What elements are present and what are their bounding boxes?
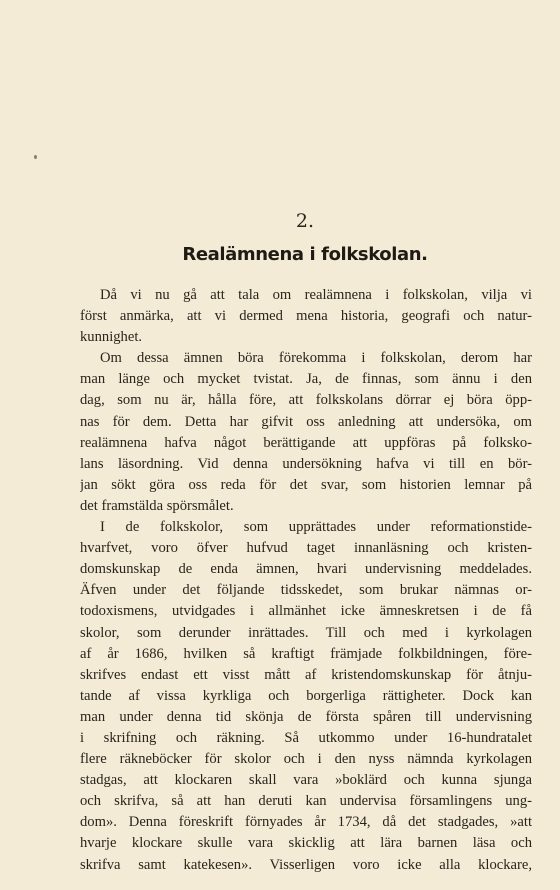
text-line: skolor, som derunder inrättades. Till och med i kyrkolagen xyxy=(80,624,532,641)
text-line: dag, som nu är, hålla före, att folkskolans dörrar ej böra öpp- xyxy=(80,392,532,409)
text-line: realämnena hafva något berättigande att uppföras på folksko- xyxy=(80,434,532,451)
text-line: man under denna tid skönja de första spåren till undervisning xyxy=(80,708,532,725)
text-line: todoxismens, utvidgades i allmänhet icke ämneskretsen i de få xyxy=(80,603,532,620)
text-line: hvarfvet, voro öfver hufvud taget innanläsning och kristen- xyxy=(80,540,532,557)
text-line: nas för dem. Detta har gifvit oss anledning att undersöka, om xyxy=(80,413,532,430)
text-line: stadgas, att klockaren skall vara »boklärd och kunna sjunga xyxy=(80,772,532,789)
text-line: hvarje klockare skulle vara skicklig att lära barnen läsa och xyxy=(80,835,532,852)
text-line: flere räkneböcker för skolor och i den nyss nämnda kyrkolagen xyxy=(80,751,532,768)
text-line: dom». Denna föreskrift förnyades år 1734, då det stadgades, »att xyxy=(80,814,532,831)
text-line: tande af vissa kyrkliga och borgerliga rättigheter. Dock kan xyxy=(80,687,532,704)
text-line: af år 1686, hvilken så kraftigt främjade folkbildningen, före- xyxy=(80,645,532,662)
text-line: skrifves endast ett visst mått af kristendomskunskap för åtnju- xyxy=(80,666,532,683)
text-line: Äfven under det följande tidsskedet, som brukar nämnas or- xyxy=(80,582,532,599)
text-line: och skrifva, så att han deruti kan undervisa församlingens ung- xyxy=(80,793,532,810)
text-line: Om dessa ämnen böra förekomma i folkskolan, derom har xyxy=(100,350,532,367)
text-line: domskunskap de enda ämnen, hvari undervisning meddelades. xyxy=(80,561,532,578)
section-number: 2. xyxy=(295,210,315,232)
text-line: I de folkskolor, som upprättades under reformationstide- xyxy=(100,519,532,536)
text-line: man länge och mycket tvistat. Ja, de finnas, som ännu i den xyxy=(80,371,532,388)
text-line: först anmärka, att vi dermed mena historia, geografi och natur- xyxy=(80,308,532,325)
text-line: Då vi nu gå att tala om realämnena i folkskolan, vilja vi xyxy=(100,287,532,303)
paper-speck xyxy=(34,155,37,159)
text-line: det framstälda spörsmålet. xyxy=(80,497,234,514)
text-line: lans läsordning. Vid denna undersökning hafva vi till en bör- xyxy=(80,455,532,472)
text-line: skrifva samt katekesen». Visserligen voro icke alla klockare, xyxy=(80,856,532,873)
section-title: Realämnena i folkskolan. xyxy=(182,244,428,265)
text-line: kunnighet. xyxy=(80,329,143,346)
body-text xyxy=(80,285,532,876)
text-line: jan sökt göra oss reda för det svar, som historien lemnar på xyxy=(80,476,532,493)
text-line: i skrifning och räkning. Så utkommo under 16-hundratalet xyxy=(80,729,532,746)
